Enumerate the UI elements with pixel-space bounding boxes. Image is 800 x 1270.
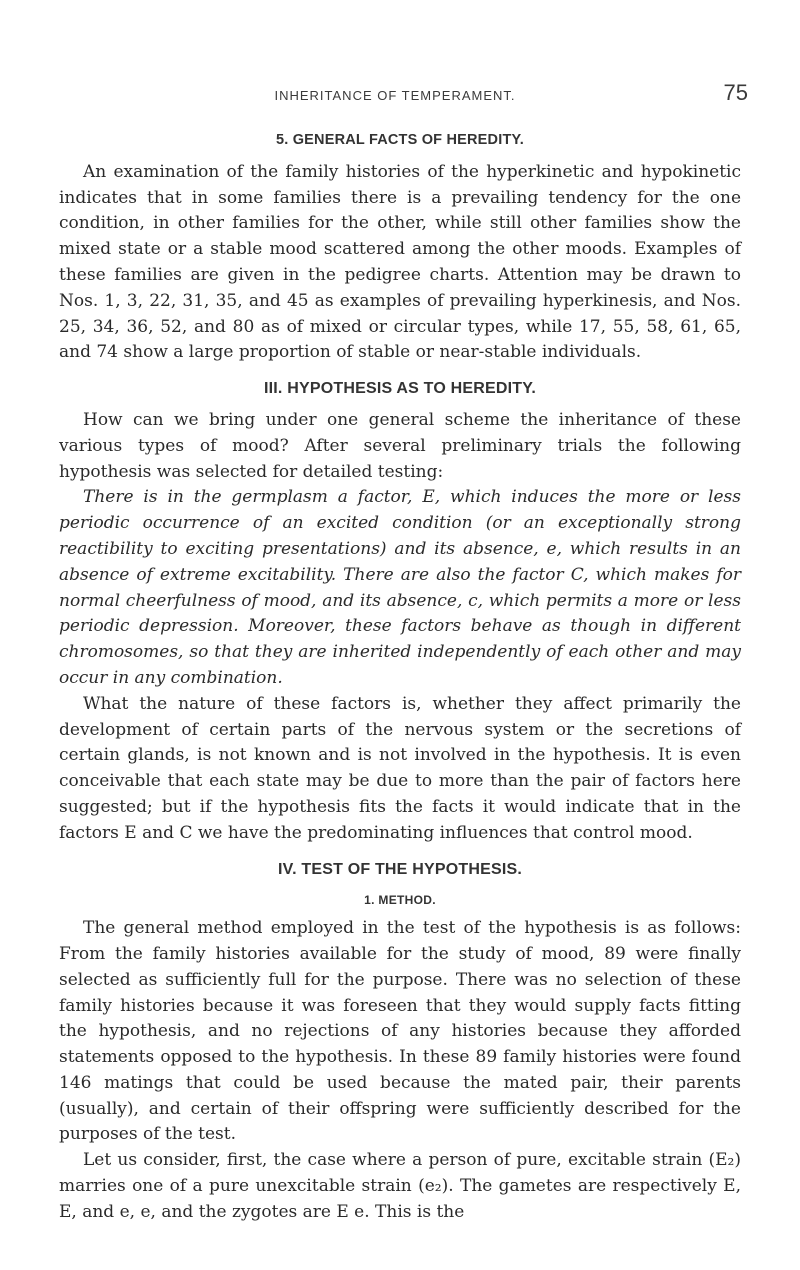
section-heading-hypothesis: III. HYPOTHESIS AS TO HEREDITY.	[263, 380, 537, 398]
sub-heading-method: 1. METHOD.	[364, 893, 436, 908]
paragraph-hypothesis-discussion: What the nature of these factors is, whether they affect primarily the development of certain parts of the nervous system or the secretions of certain glands, is not known and is not involved in the hypothesis. It is even conceivable that each state may be due to more than the pair of factors here suggested; but if the hypothesis fits the facts it would indicate that in the factors E and C we have the predominating influences that control mood.	[59, 693, 741, 843]
running-head: INHERITANCE OF TEMPERAMENT.	[274, 88, 516, 103]
section-heading-test: IV. TEST OF THE HYPOTHESIS.	[278, 860, 522, 878]
paragraph-hypothesis-intro: How can we bring under one general scheme the inheritance of these various types of mood? After several preliminary trials the following hypothesis was selected for detailed testing:	[59, 409, 741, 482]
paragraph-method: The general method employed in the test of the hypothesis is as follows: From the family histories available for the study of mood, 89 were finally selected as sufficiently full for the purpose. There was no selection of these family histories because it was foreseen that they would supply facts fitting the hypothesis, and no rejections of any histories because they afforded statements opposed to the hypothesis. In these 89 family histories were found 146 matings that could be used because the mated pair, their parents (usually), and certain of their offspring were sufficiently described for the purposes of the test.	[59, 918, 741, 1145]
paragraph-hypothesis-statement: There is in the germplasm a factor, E, which induces the more or less periodic occurrence of an excited condition (or an exceptionally strong reactibility to exciting presentations) and its absence, e, which results in an absence of extreme excitability. There are also the factor C, which makes for normal cheerfulness of mood, and its absence, c, which permits a more or less periodic depression. Moreover, these factors behave as though in different chromosomes, so that they are inherited independently of each other and may occur in any combination.	[59, 487, 741, 688]
paragraph-matings: Let us consider, first, the case where a person of pure, excitable strain (E₂) marries one of a pure unexcitable strain (e₂). The gametes are respectively E, E, and e, e, and the zygotes are E e. This is the	[59, 1150, 741, 1222]
paragraph-general-facts: An examination of the family histories of the hyperkinetic and hypokinetic indicates that in some families there is a prevailing tendency for the one condition, in other families for the other, while still other families show the mixed state or a stable mood scattered among the other moods. Examples of these families are given in the pedigree charts. Attention may be drawn to Nos. 1, 3, 22, 31, 35, and 45 as examples of prevailing hyperkinesis, and Nos. 25, 34, 36, 52, and 80 as of mixed or circular types, while 17, 55, 58, 61, 65, and 74 show a large proportion of stable or near-stable individuals.	[59, 161, 741, 363]
section-heading-general-facts: 5. GENERAL FACTS OF HEREDITY.	[275, 132, 525, 148]
body-text	[59, 128, 741, 1226]
page-number: 75	[723, 80, 748, 105]
